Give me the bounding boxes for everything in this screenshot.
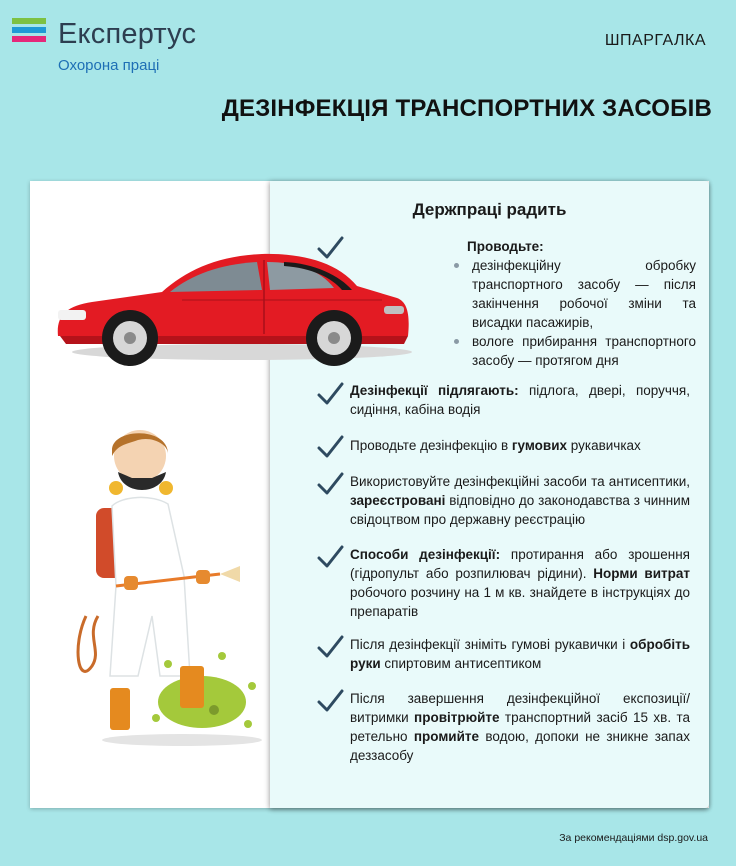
check-icon bbox=[316, 234, 344, 262]
bullet-icon bbox=[454, 339, 459, 344]
brand-logo bbox=[12, 14, 252, 84]
advice-item-5: Після дезінфекції зніміть гумові рукавички і обробіть руки спиртовим антисептиком bbox=[350, 637, 690, 671]
list-item: дезінфекційну обробку транспортного засобу — після закінчення робочої зміни та висадки пасажирів, bbox=[450, 256, 696, 332]
page-title: ДЕЗІНФЕКЦІЯ ТРАНСПОРТНИХ ЗАСОБІВ bbox=[221, 95, 712, 122]
disinfection-worker-illustration bbox=[72, 426, 272, 756]
advice-item-3: Використовуйте дезінфекційні засоби та антисептики, зареєстровані відповідно до законодавства з чинним свідоцтвом про державну реєстрацію bbox=[350, 474, 690, 527]
check-icon bbox=[316, 380, 344, 408]
advice-item-1: Дезінфекції підлягають: підлога, двері, поруччя, сидіння, кабіна водія bbox=[350, 383, 690, 417]
logo-name: Експертус bbox=[58, 18, 197, 50]
intro-list bbox=[450, 256, 696, 370]
logo-subtitle: Охорона праці bbox=[58, 57, 160, 74]
check-icon bbox=[316, 433, 344, 461]
doc-type-label: ШПАРГАЛКА bbox=[604, 32, 706, 49]
logo-bars-icon bbox=[12, 18, 46, 45]
intro-block bbox=[450, 237, 696, 370]
list-item: вологе прибирання транспортного засобу — протягом дня bbox=[450, 332, 696, 370]
check-icon bbox=[316, 633, 344, 661]
check-icon bbox=[316, 470, 344, 498]
advice-item-6: Після завершення дезінфекційної експозиції/витримки провітрюйте транспортний засіб 15 хв. та ретельно промийте водою, допоки не зникне запах деззасобу bbox=[350, 691, 690, 763]
red-car-illustration bbox=[52, 240, 412, 370]
advice-item-2: Проводьте дезінфекцію в гумових рукавичках bbox=[350, 438, 641, 453]
check-icon bbox=[316, 543, 344, 571]
intro-label: Проводьте: bbox=[467, 239, 544, 254]
advice-item-4: Способи дезінфекції: протирання або зрошення (гідропульт або розпилювач рідини). Норми витрат робочого розчину на 1 м кв. знайдете в інструкціях до препаратів bbox=[350, 547, 690, 619]
panel-heading: Держпраці радить bbox=[412, 200, 567, 219]
bullet-icon bbox=[454, 263, 459, 268]
check-icon bbox=[316, 687, 344, 715]
source-footer: За рекомендаціями dsp.gov.ua bbox=[559, 832, 708, 844]
